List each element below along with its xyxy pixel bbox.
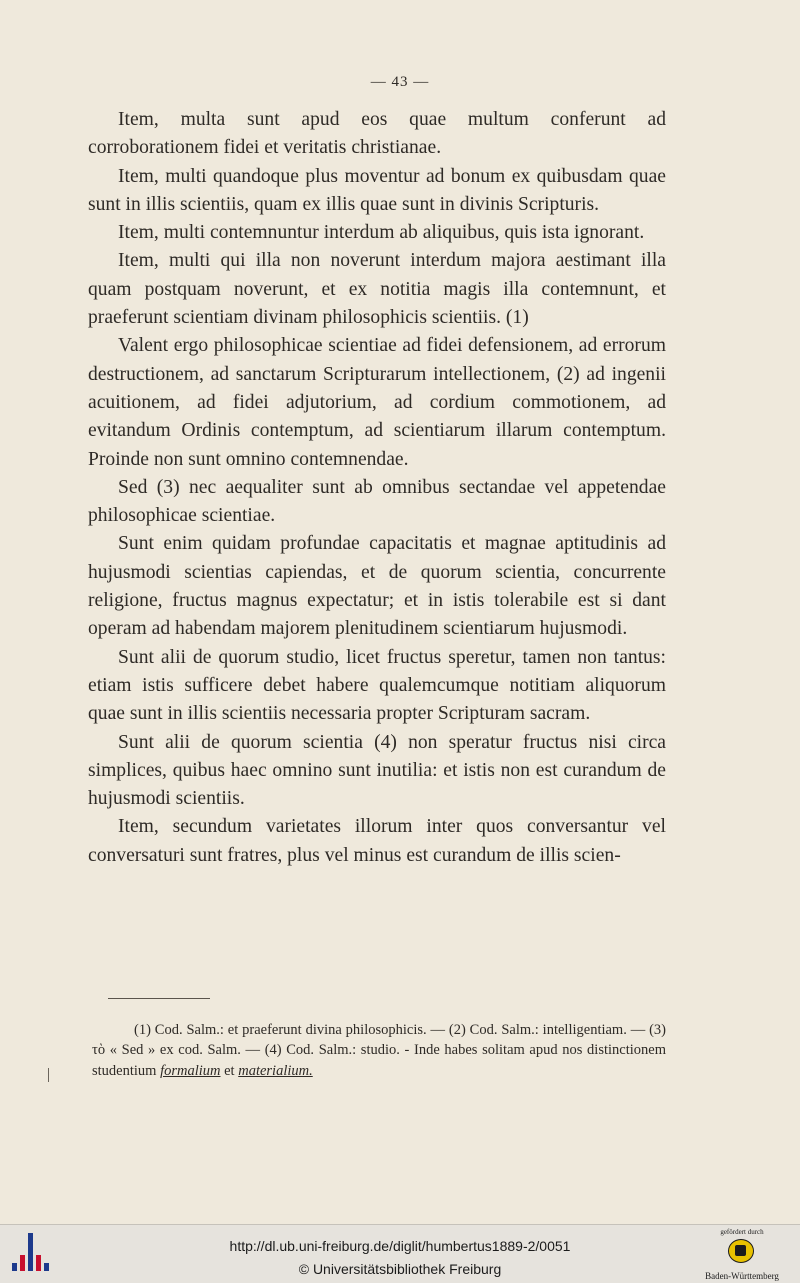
page-number: — 43 — <box>370 74 430 90</box>
paragraph: Item, multa sunt apud eos quae multum conferunt ad corroborationem fidei et veritatis christianae. <box>88 109 666 159</box>
paragraph: Item, multi qui illa non noverunt interdum majora aestimant illa quam postquam noverunt, et ex notitia magis illa contemnunt, et praeferunt scientiam divinam philosophicis scientiis. (1) <box>88 250 666 329</box>
sponsor-logo <box>692 1228 792 1282</box>
copyright-text: © Universitätsbibliothek Freiburg <box>298 1261 502 1277</box>
paragraph: Item, secundum varietates illorum inter quos conversantur vel conversaturi sunt fratres, plus vel minus est curandum de illis scien- <box>88 816 666 866</box>
baden-wuerttemberg-emblem-icon <box>728 1239 754 1263</box>
footnotes <box>92 1020 666 1081</box>
footnote-term-formalium: formalium <box>160 1062 221 1079</box>
footnote-conjunction: et <box>224 1062 235 1079</box>
sponsor-state-name: Baden-Württemberg <box>705 1271 779 1281</box>
paragraph: Sunt enim quidam profundae capacitatis et magnae aptitudinis ad hujusmodi scientias capiendas, et de quorum scientia, concurrente religione, fructus magnus expectatur; et in istis tolerabile est si dant operam ad habendam majorem plenitudinem scientiarum hujusmodi. <box>88 533 666 640</box>
paragraph: Item, multi quandoque plus moventur ad bonum ex quibusdam quae sunt in illis scientiis, quam ex illis quae sunt in divinis Scripturis. <box>88 165 666 215</box>
viewer-footer <box>0 1224 800 1283</box>
paragraph: Sunt alii de quorum studio, licet fructus speretur, tamen non tantus: etiam istis sufficere debet habere qualemcumque notitiam aliquorum quae sunt in illis scientiis necessaria propter Scripturam sacram. <box>88 646 666 725</box>
sponsor-label: gefördert durch <box>720 1228 764 1236</box>
footnote-rule <box>108 998 210 999</box>
footnote-paragraph <box>92 1020 666 1081</box>
body-text <box>88 106 666 870</box>
footnote-term-materialium: materialium. <box>238 1062 313 1079</box>
paragraph: Valent ergo philosophicae scientiae ad fidei defensionem, ad errorum destructionem, ad sanctarum Scripturarum intellectionem, (2) ad ingenii acuitionem, ad fidei adjutorium, ad cordium commotionem, ad evitandum Ordinis contemptum, ad scientiarum illarum contemptum. Proinde non sunt omnino contemnendae. <box>88 335 666 470</box>
paragraph: Sed (3) nec aequaliter sunt ab omnibus sectandae vel appetendae philosophicae scientiae. <box>88 476 666 527</box>
paragraph: Item, multi contemnuntur interdum ab aliquibus, quis ista ignorant. <box>118 222 645 244</box>
document-url-link[interactable]: http://dl.ub.uni-freiburg.de/diglit/humbertus1889-2/0051 <box>229 1238 571 1254</box>
footnote-text: (1) Cod. Salm.: et praeferunt divina philosophicis. — (2) Cod. Salm.: intelligentiam. — (3) τὸ « Sed » ex cod. Salm. — (4) Cod. Salm.: studio. - Inde habes solitam apud nos distinctionem studentium <box>92 1022 666 1079</box>
margin-mark <box>48 1068 49 1082</box>
paragraph: Sunt alii de quorum scientia (4) non speratur fructus nisi circa simplices, quibus haec omnino sunt inutilia: et istis non est curandum de hujusmodi scientiis. <box>88 731 666 810</box>
